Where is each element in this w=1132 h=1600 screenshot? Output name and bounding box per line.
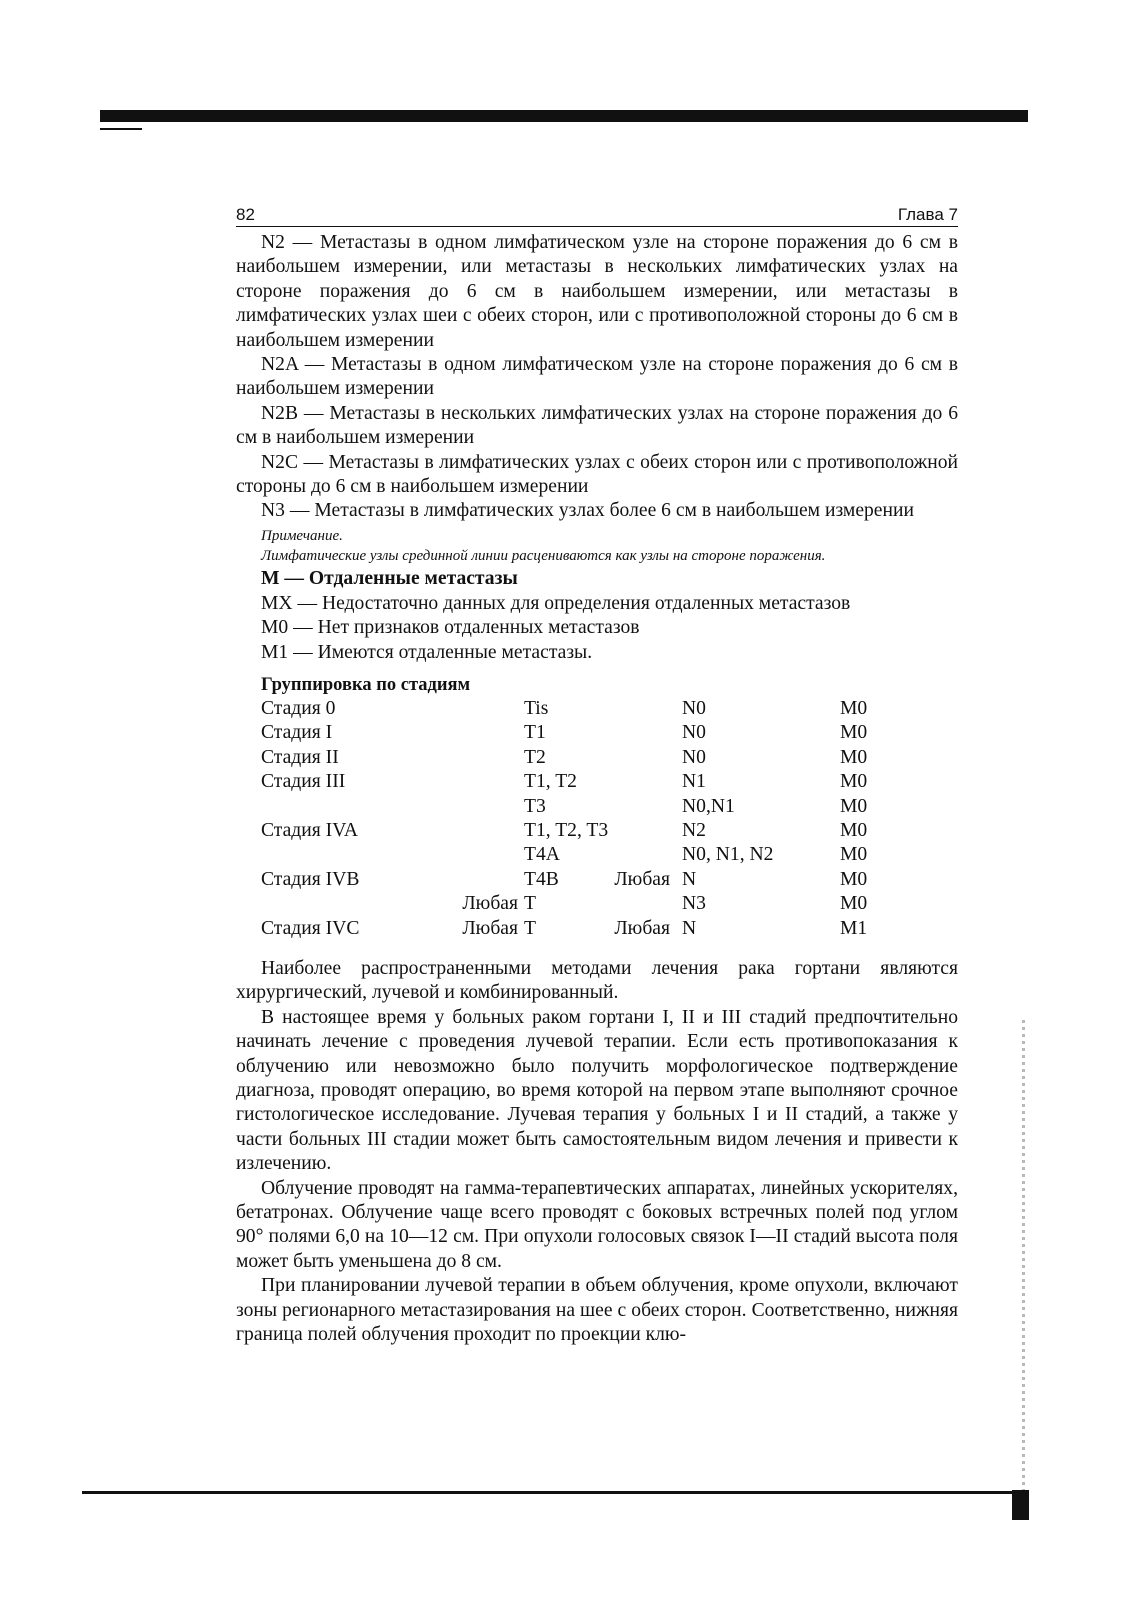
stage-name-cell: Стадия IVC xyxy=(261,917,360,939)
stage-name-cell: Стадия IVB xyxy=(261,868,360,890)
n-category-cell: N0 xyxy=(682,746,706,768)
t-category-cell: T1, T2, T3 xyxy=(524,820,609,842)
n-category-cell: N xyxy=(682,917,697,939)
paragraph: В настоящее время у больных раком гортани I, II и III стадий предпочтительно начинать лечение с проведения лучевой терапии. Если есть противопоказания к облучению или невозможно было получить морфологическое подтверждение диагноза, проводят операцию, во время которой на первом этапе выполняют срочное гистологическое исследование. Лучевая терапия у больных I и II стадий, а также у части больных III стадии может быть самостоятельным видом лечения и привести к излечению. xyxy=(236,1006,958,1175)
t-qualifier-cell: Любая xyxy=(462,917,518,939)
staging-row xyxy=(236,892,958,916)
staging-row xyxy=(236,843,958,867)
n-item: N3 — Метастазы в лимфатических узлах более 6 см в наибольшем измерении xyxy=(261,500,914,522)
t-category-cell: T xyxy=(524,893,536,915)
scan-top-mark xyxy=(100,128,142,130)
page-number: 82 xyxy=(236,205,255,224)
stage-name-cell: Стадия IVA xyxy=(261,820,358,842)
m-category-cell: M0 xyxy=(840,820,868,842)
n-category-cell: N0 xyxy=(682,722,706,744)
n-item: N2C — Метастазы в лимфатических узлах с обеих сторон или с противоположной стороны до 6 см в наибольшем измерении xyxy=(236,451,958,498)
staging-table xyxy=(236,697,958,941)
n-item: N2A — Метастазы в одном лимфатическом узле на стороне поражения до 6 см в наибольшем измерении xyxy=(236,354,958,400)
t-category-cell: Tis xyxy=(524,698,549,720)
n-item: N2 — Метастазы в одном лимфатическом узле на стороне поражения до 6 см в наибольшем измерении, или метастазы в нескольких лимфатических узлах на стороне поражения до 6 см в наибольшем измерении, или метастазы в лимфатических узлах шеи с обеих сторон, или с противоположной стороны до 6 см в наибольшем измерении xyxy=(236,232,958,351)
m-category-cell: M1 xyxy=(840,917,868,939)
stage-name-cell: Стадия I xyxy=(261,722,333,744)
paragraph: Облучение проводят на гамма-терапевтических аппаратах, линейных ускорителях, бетатронах. Облучение чаще всего проводят с боковых встречных полей под углом 90° полями 6,0 на 10—12 см. При опухоли голосовых связок I—II стадий высота поля может быть уменьшена до 8 см. xyxy=(236,1177,958,1272)
n-category-cell: N3 xyxy=(682,893,706,915)
scan-top-border xyxy=(100,110,1028,122)
m-category-cell: M0 xyxy=(840,698,868,720)
staging-row xyxy=(236,697,958,721)
n-qualifier-cell: Любая xyxy=(614,917,670,939)
staging-row xyxy=(236,721,958,745)
m-section-heading: M — Отдаленные метастазы xyxy=(261,567,518,589)
note-label: Примечание. xyxy=(261,527,343,544)
n-qualifier-cell: Любая xyxy=(614,868,670,890)
t-category-cell: T4B xyxy=(524,868,559,890)
stage-name-cell: Стадия II xyxy=(261,746,339,768)
paragraph: Наиболее распространенными методами лечения рака гортани являются хирургический, лучевой и комбинированный. xyxy=(236,958,958,1004)
n-category-cell: N0, N1, N2 xyxy=(682,844,774,866)
m-category-cell: M0 xyxy=(840,844,868,866)
scan-right-edge xyxy=(1022,1020,1025,1490)
staging-row xyxy=(236,795,958,819)
m-item: M0 — Нет признаков отдаленных метастазов xyxy=(261,617,640,639)
n-category-cell: N1 xyxy=(682,771,706,793)
m-category-cell: M0 xyxy=(840,722,868,744)
note-text: Лимфатические узлы срединной линии расцениваются как узлы на стороне поражения. xyxy=(261,547,826,564)
t-category-cell: T4A xyxy=(524,844,560,866)
m-item: M1 — Имеются отдаленные метастазы. xyxy=(261,641,593,663)
t-category-cell: T1 xyxy=(524,722,546,744)
staging-row xyxy=(236,819,958,843)
n-category-cell: N2 xyxy=(682,820,706,842)
treatment-text xyxy=(236,957,958,1348)
paragraph: При планировании лучевой терапии в объем облучения, кроме опухоли, включают зоны регионарного метастазирования на шее с обеих сторон. Соответственно, нижняя граница полей облучения проходит по проекции клю- xyxy=(236,1275,958,1346)
t-category-cell: T3 xyxy=(524,795,546,817)
t-category-cell: T2 xyxy=(524,746,546,768)
t-category-cell: T1, T2 xyxy=(524,771,577,793)
n-category-cell: N0,N1 xyxy=(682,795,735,817)
m-category-cell: M0 xyxy=(840,893,868,915)
stage-name-cell: Стадия 0 xyxy=(261,698,336,720)
m-category-cell: M0 xyxy=(840,868,868,890)
staging-row xyxy=(236,868,958,892)
n-classification xyxy=(236,231,958,524)
n-category-cell: N xyxy=(682,868,697,890)
m-category-cell: M0 xyxy=(840,795,868,817)
t-qualifier-cell: Любая xyxy=(462,893,518,915)
scan-bottom-border xyxy=(82,1491,1012,1494)
scan-corner-mark xyxy=(1012,1490,1029,1520)
m-item: MX — Недостаточно данных для определения отдаленных метастазов xyxy=(261,592,851,614)
m-category-cell: M0 xyxy=(840,746,868,768)
staging-row xyxy=(236,917,958,941)
staging-row xyxy=(236,746,958,770)
n-category-cell: N0 xyxy=(682,698,706,720)
m-category-cell: M0 xyxy=(840,771,868,793)
n-item: N2B — Метастазы в нескольких лимфатических узлах на стороне поражения до 6 см в наибольшем измерении xyxy=(236,402,958,449)
stage-name-cell: Стадия III xyxy=(261,771,346,793)
staging-heading: Группировка по стадиям xyxy=(261,675,471,696)
running-header xyxy=(236,203,958,227)
staging-row xyxy=(236,770,958,794)
t-category-cell: T xyxy=(524,917,536,939)
chapter-title: Глава 7 xyxy=(897,205,958,224)
book-page xyxy=(236,203,958,1348)
